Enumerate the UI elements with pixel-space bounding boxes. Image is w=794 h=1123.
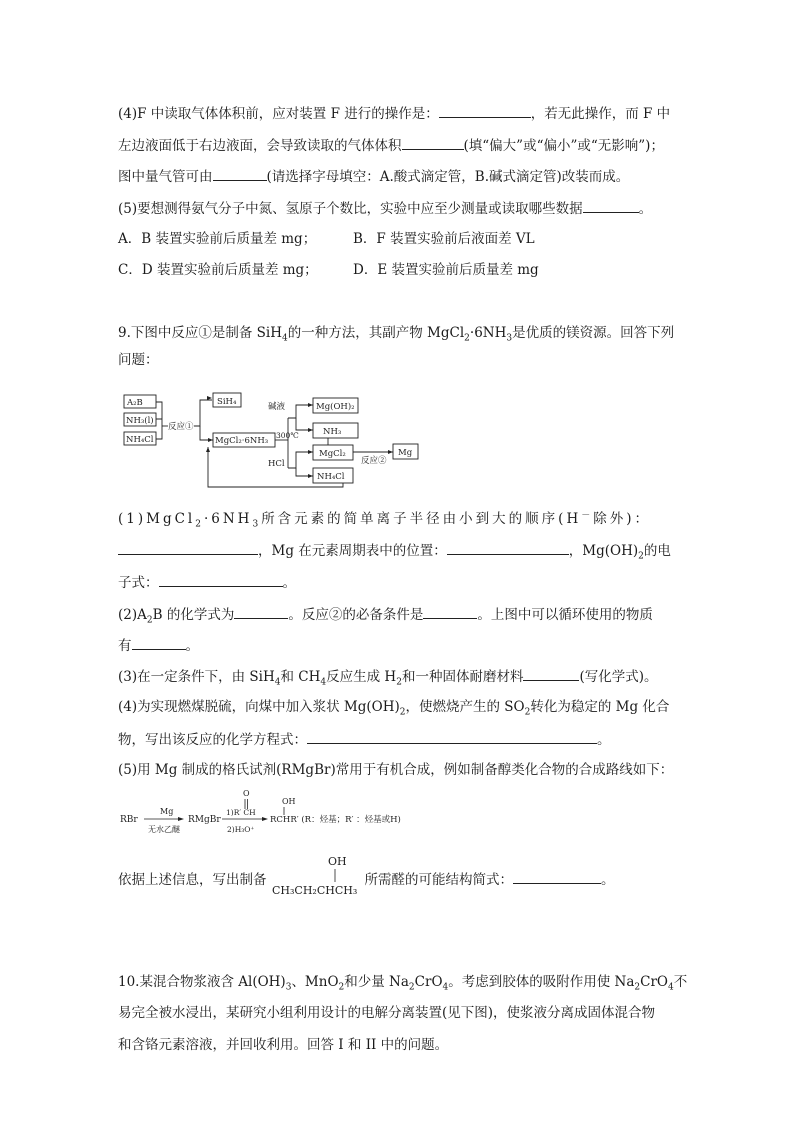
option-a: A．B 装置实验前后质量差 mg； <box>118 231 317 247</box>
q9-intro-line2: 问题： <box>118 352 159 368</box>
label-nh3l: NH₃(l) <box>126 416 154 426</box>
route-rbr: RBr <box>120 815 138 825</box>
q9-sub2-line1: $(2)A_2B$ 的化学式为 。反应②的必备条件是 。上图中可以循环使用的物质 <box>118 604 653 625</box>
label-mgcl2: MgCl₂ <box>319 449 346 459</box>
q9-sub4-line1: (4)为实现燃煤脱硫，向煤中加入浆状 $Mg(OH)_2$，使燃烧产生的 $SO_2$转化为稳定的 Mg 化合 <box>118 699 670 718</box>
q10-line1: 10.某混合物浆液含 $Al(OH)_3$、MnO$_2$和少量 $Na_2CrO_4$。考虑到胶体的吸附作用使 $Na_2CrO_4$不 <box>118 974 688 993</box>
label-sih4: SiH₄ <box>217 397 237 407</box>
structure-chain: CH₃CH₂CHCH₃ <box>272 884 358 897</box>
label-300c: 300℃ <box>276 431 299 440</box>
answer-blank[interactable] <box>118 540 258 555</box>
q9-sub3: (3)在一定条件下，由 SiH$_4$和 $CH_4$反应生成 $H_2$和一种固体耐磨材料 (写化学式)。 <box>118 666 658 687</box>
q9-sub4-line2: 物，写出该反应的化学方程式： 。 <box>118 729 611 750</box>
label-nh3: NH₃ <box>323 427 342 437</box>
answer-blank[interactable] <box>513 869 601 884</box>
answer-blank[interactable] <box>307 729 597 744</box>
label-reaction2: 反应② <box>361 456 387 466</box>
label-mgcl2-6nh3: MgCl₂·6NH₃ <box>215 436 269 446</box>
q8-part4-line2: 左边液面低于右边液面，会导致读取的气体体积 (填“偏大”或“偏小”或“无影响”)； <box>118 135 664 156</box>
q9-sub5: (5)用 Mg 制成的格氏试剂(RMgBr)常用于有机合成，例如制备醇类化合物的合成路线如下： <box>118 762 674 778</box>
process-flow-diagram <box>118 388 428 488</box>
route-rmgbr: RMgBr <box>188 815 221 825</box>
label-a2b: A₂B <box>127 398 143 408</box>
answer-blank[interactable] <box>132 635 186 650</box>
label-nh4cl-in: NH₄Cl <box>126 435 154 445</box>
answer-blank[interactable] <box>583 198 639 213</box>
option-b: B．F 装置实验前后液面差 VL <box>353 231 535 247</box>
answer-blank[interactable] <box>234 604 288 619</box>
label-alkali: 碱液 <box>268 402 286 412</box>
q9-sub2-line2: 有 。 <box>118 635 199 656</box>
route-mg: Mg <box>160 807 174 816</box>
route-step2: 2)H₃O⁺ <box>227 825 255 834</box>
label-nh4cl: NH₄Cl <box>317 472 345 482</box>
route-oh: OH <box>282 797 296 806</box>
answer-blank[interactable] <box>523 666 579 681</box>
synthesis-route <box>118 788 448 838</box>
route-product: RCHR′ (R：烃基；R′ ：烃基或H) <box>270 815 401 825</box>
option-d: D．E 装置实验前后质量差 mg <box>353 262 539 278</box>
answer-blank[interactable] <box>402 135 464 150</box>
answer-blank[interactable] <box>447 540 569 555</box>
q9-sub1-line2: ，Mg 在元素周期表中的位置： ，$Mg(OH)_2$的电 <box>118 540 671 561</box>
label-mgoh2: Mg(OH)₂ <box>316 402 355 412</box>
q9-sub1-line3: 子式： 。 <box>118 572 296 593</box>
route-step1: 1)R′ CH <box>226 808 256 817</box>
butanol-structure <box>270 852 380 900</box>
answer-blank[interactable] <box>423 604 477 619</box>
route-ether: 无水乙醚 <box>148 825 180 834</box>
q9-sub6: 依据上述信息，写出制备 所需醛的可能结构简式： 。 <box>118 869 615 890</box>
answer-blank[interactable] <box>159 572 283 587</box>
structure-oh: OH <box>328 855 347 868</box>
answer-blank[interactable] <box>439 103 531 118</box>
answer-blank[interactable] <box>213 166 267 181</box>
q8-part4-line1: (4)F 中读取气体体积前，应对装置 F 进行的操作是： ，若无此操作，而 F 中 <box>118 103 670 124</box>
q10-line3: 和含铬元素溶液，并回收利用。回答 I 和 II 中的问题。 <box>118 1037 449 1053</box>
label-mg: Mg <box>398 448 413 458</box>
q10-line2: 易完全被水浸出，某研究小组利用设计的电解分离装置(见下图)，使浆液分离成固体混合物 <box>118 1005 656 1021</box>
label-hcl: HCl <box>268 459 285 469</box>
option-c: C．D 装置实验前后质量差 mg； <box>118 262 318 278</box>
q9-sub1-line1: $(1)MgCl_2\cdot 6NH_3$所含元素的简单离子半径由小到大的顺序(H－除外)： <box>118 510 652 530</box>
route-o: O <box>243 789 250 798</box>
q9-intro-line1: 9.下图中反应①是制备 SiH$_4$的一种方法，其副产物 $MgCl_2\cdot 6NH_3$是优质的镁资源。回答下列 <box>118 325 675 344</box>
label-reaction1: 反应① <box>168 422 194 432</box>
q8-part4-line3: 图中量气管可由 (请选择字母填空：A.酸式滴定管，B.碱式滴定管)改装而成。 <box>118 166 629 187</box>
q8-part5: (5)要想测得氨气分子中氮、氢原子个数比，实验中应至少测量或读取哪些数据 。 <box>118 198 652 219</box>
